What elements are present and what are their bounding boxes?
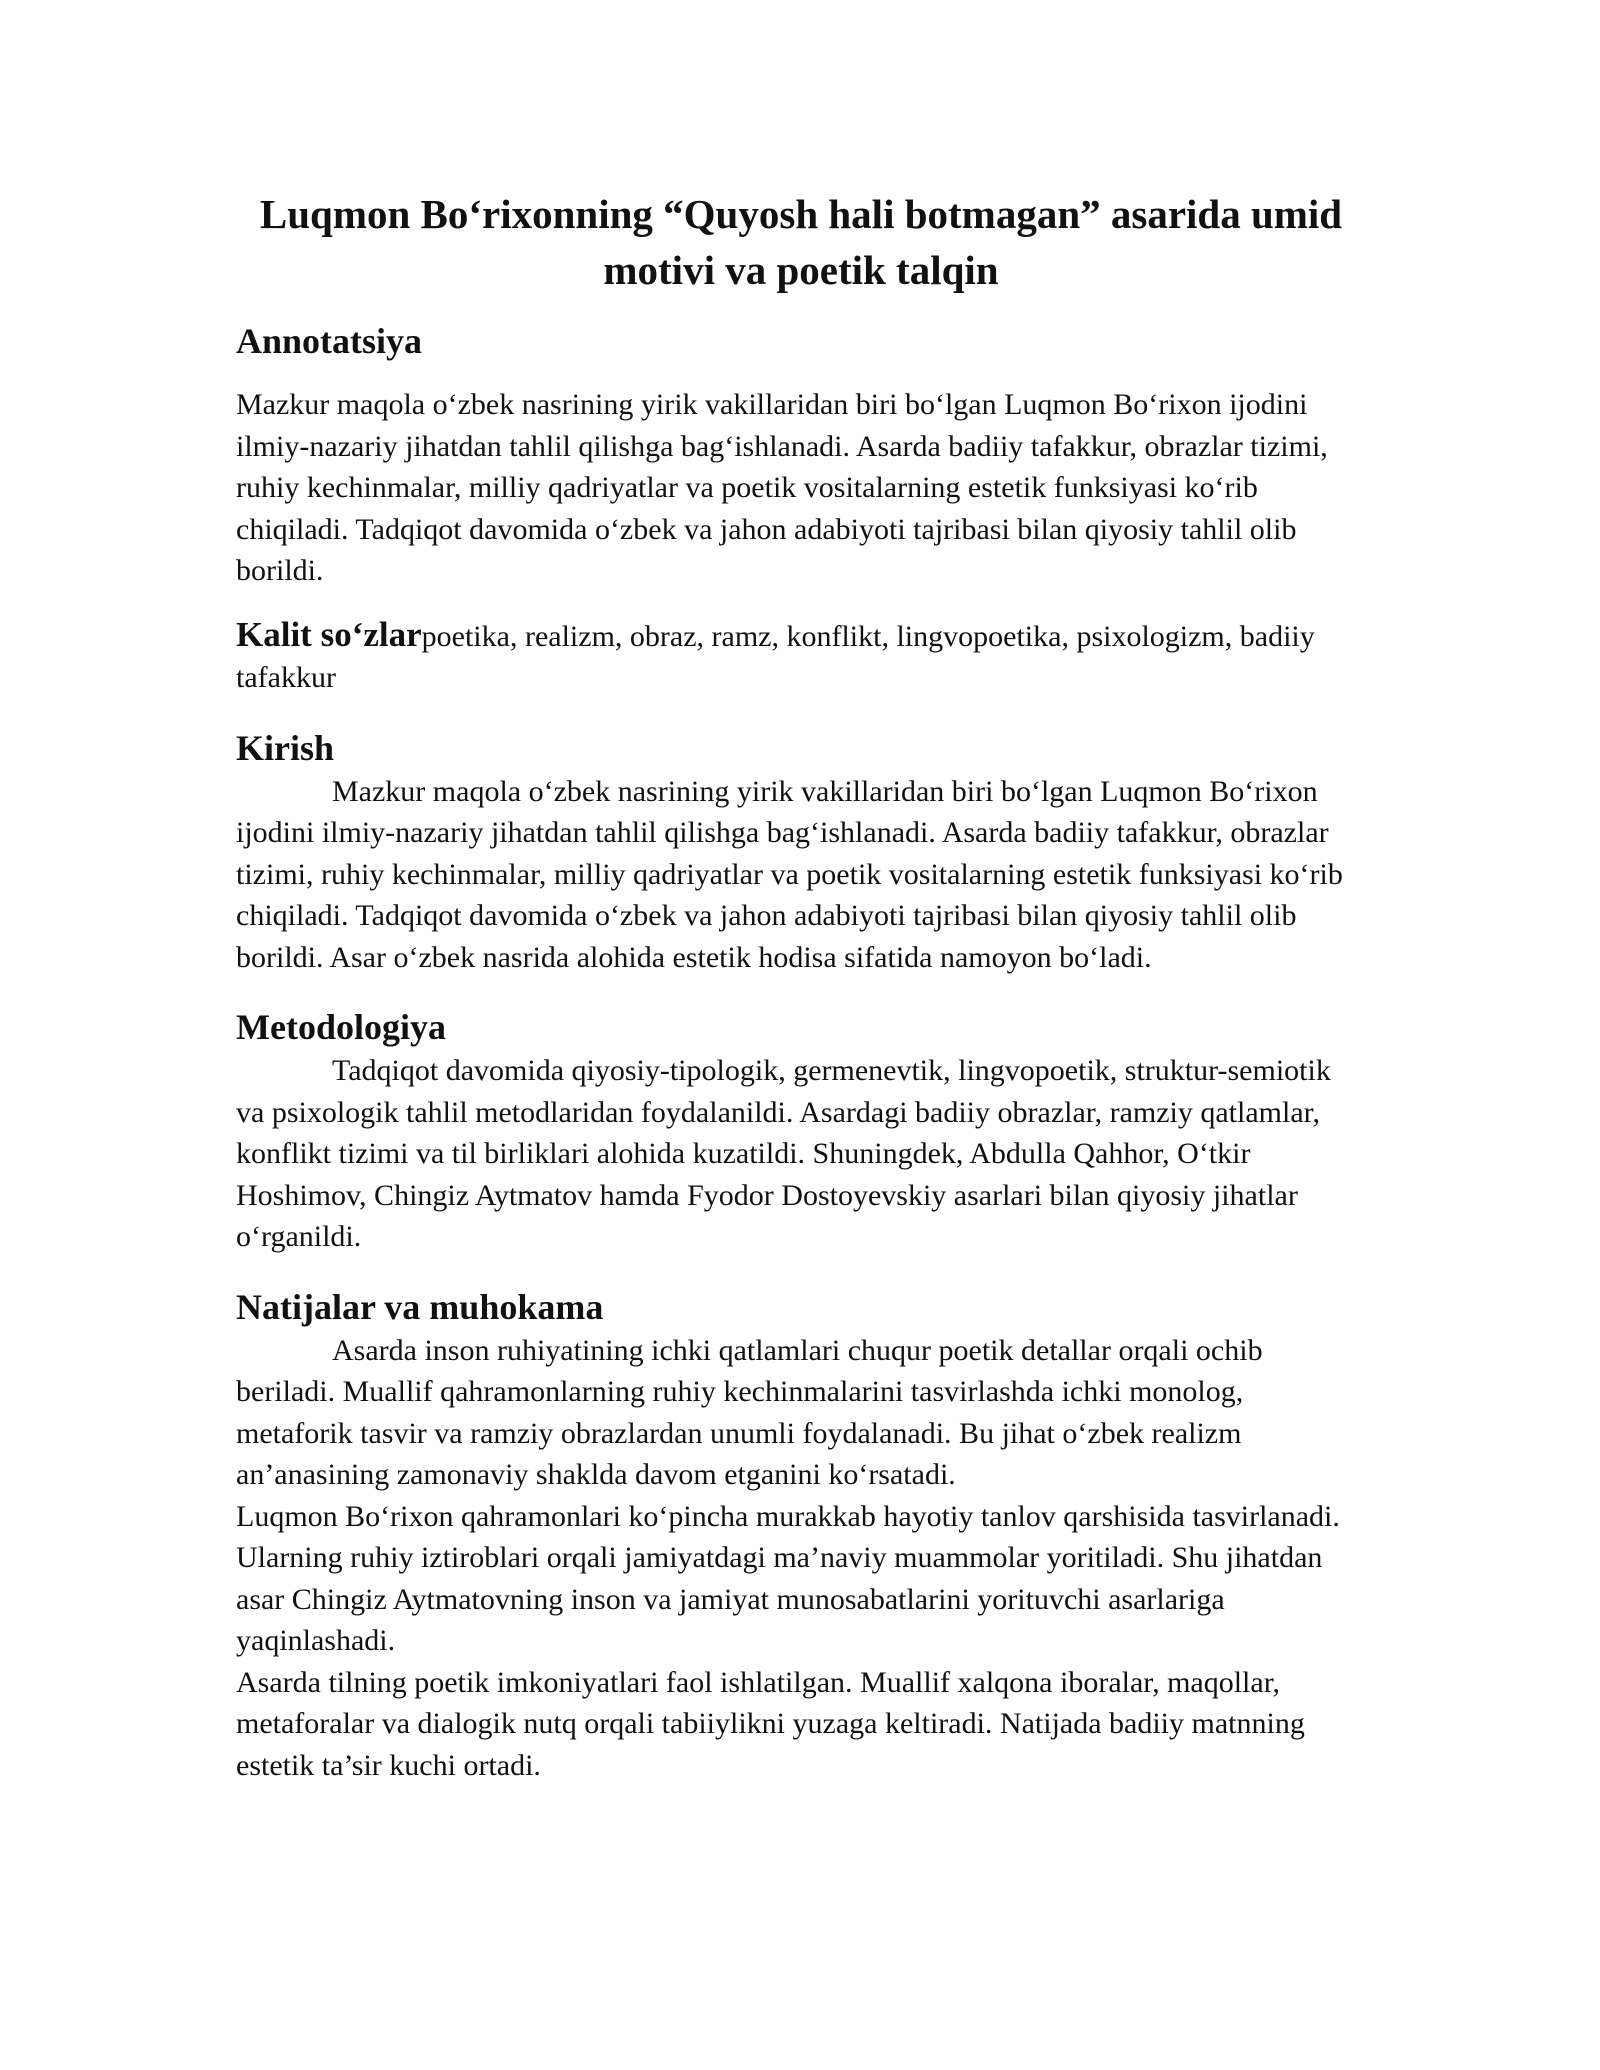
results-heading: Natijalar va muhokama <box>236 1286 604 1327</box>
methodology-heading: Metodologiya <box>236 1007 446 1047</box>
results-paragraph: Asarda tilning poetik imkoniyatlari faol ishlatilgan. Muallif xalqona iboralar, maqollar, metaforalar va dialogik nutq orqali tabiiylikni yuzaga keltiradi. Natijada badiiy matnning estetik ta’sir kuchi ortadi. <box>236 1665 1305 1782</box>
results-paragraph: Asarda inson ruhiyatining ichki qatlamlari chuqur poetik detallar orqali ochib beriladi. Muallif qahramonlarning ruhiy kechinmalarini tasvirlashda ichki monolog, metaforik tasvir va ramziy obrazlardan unumli foydalanadi. Bu jihat o‘zbek realizm an’anasining zamonaviy shaklda davom etganini ko‘rsatadi. <box>236 1333 1263 1491</box>
annotation-heading: Annotatsiya <box>236 321 423 361</box>
article-body <box>236 186 1366 1786</box>
keywords-line <box>236 614 1366 699</box>
annotation-text: Mazkur maqola o‘zbek nasrining yirik vakillaridan biri bo‘lgan Luqmon Bo‘rixon ijodini ilmiy-nazariy jihatdan tahlil qilishga bag‘ishlanadi. Asarda badiiy tafakkur, obrazlar tizimi, ruhiy kechinmalar, milliy qadriyatlar va poetik vositalarning estetik funksiyasi ko‘rib chiqiladi. Tadqiqot davomida o‘zbek va jahon adabiyoti tajribasi bilan qiyosiy tahlil olib borildi. <box>236 388 1328 587</box>
methodology-text: Tadqiqot davomida qiyosiy-tipologik, germenevtik, lingvopoetik, struktur-semiotik va psixologik tahlil metodlaridan foydalanildi. Asardagi badiiy obrazlar, ramziy qatlamlar, konflikt tizimi va til birliklari alohida kuzatildi. Shuningdek, Abdulla Qahhor, O‘tkir Hoshimov, Chingiz Aytmatov hamda Fyodor Dostoyevskiy asarlari bilan qiyosiy jihatlar o‘rganildi. <box>236 1054 1331 1253</box>
keywords-label: Kalit so‘zlar <box>236 614 422 654</box>
introduction-text: Mazkur maqola o‘zbek nasrining yirik vakillaridan biri bo‘lgan Luqmon Bo‘rixon ijodini ilmiy-nazariy jihatdan tahlil qilishga bag‘ishlanadi. Asarda badiiy tafakkur, obrazlar tizimi, ruhiy kechinmalar, milliy qadriyatlar va poetik vositalarning estetik funksiyasi ko‘rib chiqiladi. Tadqiqot davomida o‘zbek va jahon adabiyoti tajribasi bilan qiyosiy tahlil olib borildi. Asar o‘zbek nasrida alohida estetik hodisa sifatida namoyon bo‘ladi. <box>236 774 1343 974</box>
results-paragraph: Luqmon Bo‘rixon qahramonlari ko‘pincha murakkab hayotiy tanlov qarshisida tasvirlanadi. Ularning ruhiy iztiroblari orqali jamiyatdagi ma’naviy muammolar yoritiladi. Shu jihatdan asar Chingiz Aytmatovning inson va jamiyat munosabatlarini yorituvchi asarlariga yaqinlashadi. <box>236 1499 1340 1657</box>
keywords-text: poetika, realizm, obraz, ramz, konflikt, lingvopoetika, psixologizm, badiiy tafakkur <box>236 619 1315 694</box>
article-title: Luqmon Bo‘rixonning “Quyosh hali botmagan” asarida umid motivi va poetik talqin <box>259 191 1343 293</box>
introduction-heading: Kirish <box>236 727 335 768</box>
